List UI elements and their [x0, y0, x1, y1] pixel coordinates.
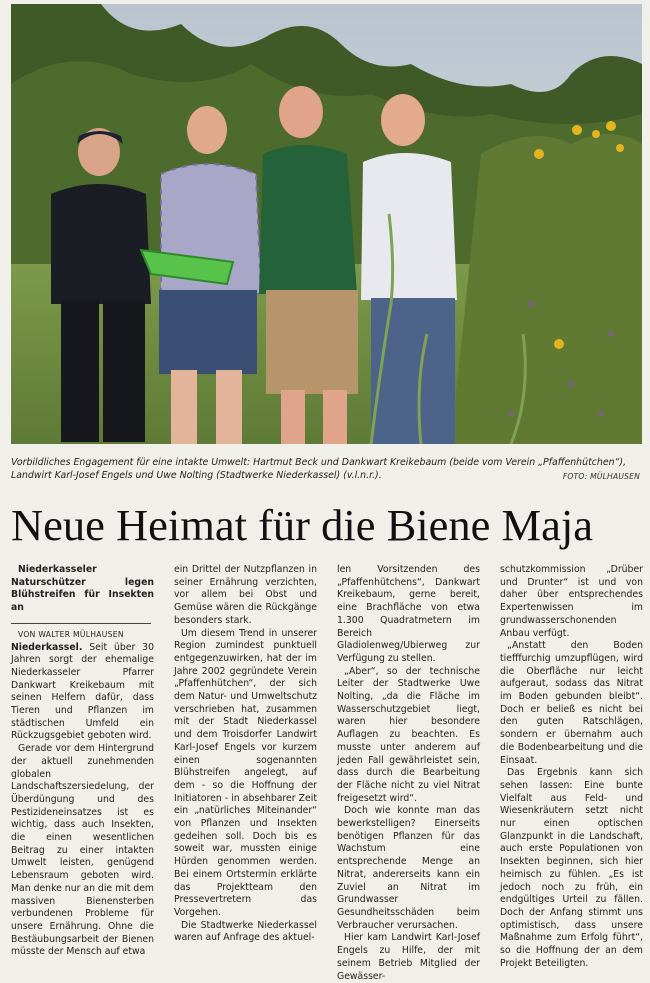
paragraph	[11, 642, 154, 744]
caption-text: Vorbildliches Engagement für eine intakte Umwelt: Hartmut Beck und Dankwart Kreikebaum (beide vom Verein „Pfaffenhütchen“), Landwirt Karl-Josef Engels und Uwe Nolting (Stadtwerke Niederkassel) (v.l.n.r.).	[11, 457, 627, 481]
paragraph: ein Drittel der Nutzpflanzen in seiner Ernährung verzichten, vor allem bei Obst und Gemüse wären die Rückgänge besonders stark.	[174, 564, 317, 626]
photo-four-men-in-flower-strip	[11, 4, 642, 444]
paragraph: Hier kam Landwirt Karl-Josef Engels zu Hilfe, der mit seinem Betrieb Mitglied der Gewässer-	[337, 932, 480, 982]
paragraph: Um diesem Trend in unserer Region zumindest punktuell entgegenzuwirken, hat der im Jahre 2002 gegründete Verein „Pfaffenhütchen“, der sich dem Natur- und Umweltschutz verschrieben hat, zusammen mit der Stadt Niederkassel und dem Troisdorfer Landwirt Karl-Josef Engels vor kurzem einen sogenannten Blühstreifen angelegt, auf dem - so die Hoffnung der Initiatoren - in absehbarer Zeit ein „natürliches Miteinander“ von Pflanzen und Insekten gedeihen soll. Doch bis es soweit war, mussten einige Hürden genommen werden. Bei einem Ortstermin erklärte das Projektteam den Pressevertretern das Vorgehen.	[174, 627, 317, 918]
article-column-2	[174, 564, 317, 945]
article-column-1	[11, 564, 154, 959]
paragraph: schutzkommission „Drüber und Drunter“ ist und von daher über entsprechendes Expertenwissen im grundwasserschonenden Anbau verfügt.	[500, 564, 643, 639]
paragraph: len Vorsitzenden des „Pfaffenhütchens“, Dankwart Kreikebaum, gerne bereit, eine Brachfläche von etwa 1.300 Quadratmetern im Bereich Gladiolenweg/Ubierweg zur Verfügung zu stellen.	[337, 564, 480, 664]
subheadline: Niederkasseler Naturschützer legen Blühstreifen für Insekten an	[11, 564, 154, 614]
paragraph-text: Seit über 30 Jahren sorgt der ehemalige Niederkasseler Pfarrer Dankwart Kreikebaum mit seinen Helfern dafür, dass Tieren und Pflanzen im städtischen Umfeld ein Rückzugsgebiet geboten wird.	[11, 641, 154, 742]
paragraph: Doch wie konnte man das bewerkstelligen? Einerseits benötigen Pflanzen für das Wachstum eine entsprechende Menge an Nitrat, andererseits kann ein Zuviel an Nitrat im Grundwasser Gesundheitsschäden beim Verbraucher verursachen.	[337, 805, 480, 931]
paragraph: „Anstatt den Boden tiefffurchig umzupflügen, wird die Oberfläche nur leicht aufgeraut, sodass das Nitrat im Boden gebunden bleibt“. Doch er beließ es nicht bei den guten Ratschlägen, sondern er übernahm auch die Bodenbearbeitung und die Einsaat.	[500, 640, 643, 766]
article-column-4	[500, 564, 643, 971]
photo-caption	[11, 456, 642, 482]
photo-credit: FOTO: MÜLHAUSEN	[562, 472, 640, 481]
byline: VON WALTER MÜLHAUSEN	[18, 629, 124, 639]
article-photo	[11, 4, 642, 444]
paragraph: Gerade vor dem Hintergrund der aktuell zunehmenden globalen Landschaftszersiedelung, der Überdüngung und des Pestizideneinsatzes ist es wichtig, dass auch Insekten, die einen wesentlichen Beitrag zu einer intakten Umwelt leisten, genügend Lebensraum geboten wird. Man denke nur an die mit dem massiven Bienensterben verbundenen Probleme für unsere Ernährung. Ohne die Bestäubungsarbeit der Bienen müsste der Mensch auf etwa	[11, 743, 154, 958]
paragraph: „Aber“, so der technische Leiter der Stadtwerke Uwe Nolting, „da die Fläche im Wasserschutzgebiet liegt, waren hier besondere Auflagen zu beachten. Es musste unter anderem auf jeden Fall gewährleistet sein, dass durch die Bearbeitung der Fläche nicht zu viel Nitrat freigesetzt wird“.	[337, 665, 480, 804]
article-column-3	[337, 564, 480, 983]
headline: Neue Heimat für die Biene Maja	[11, 500, 593, 550]
byline-rule	[11, 623, 151, 624]
dateline: Niederkassel.	[11, 641, 83, 653]
paragraph: Die Stadtwerke Niederkassel waren auf Anfrage des aktuel-	[174, 919, 317, 944]
paragraph: Das Ergebnis kann sich sehen lassen: Eine bunte Vielfalt aus Feld- und Wiesenkräutern setzt nicht nur einen optischen Glanzpunkt in die Landschaft, auch erste Populationen von Insekten beginnen, sich hier heimisch zu fühlen. „Es ist jedoch noch zu früh, ein endgültiges Urteil zu fällen. Doch der Anfang stimmt uns optimistisch, dass unsere Maßnahme zum Erfolg führt“, so die Hoffnung der an dem Projekt Beteiligten.	[500, 767, 643, 969]
